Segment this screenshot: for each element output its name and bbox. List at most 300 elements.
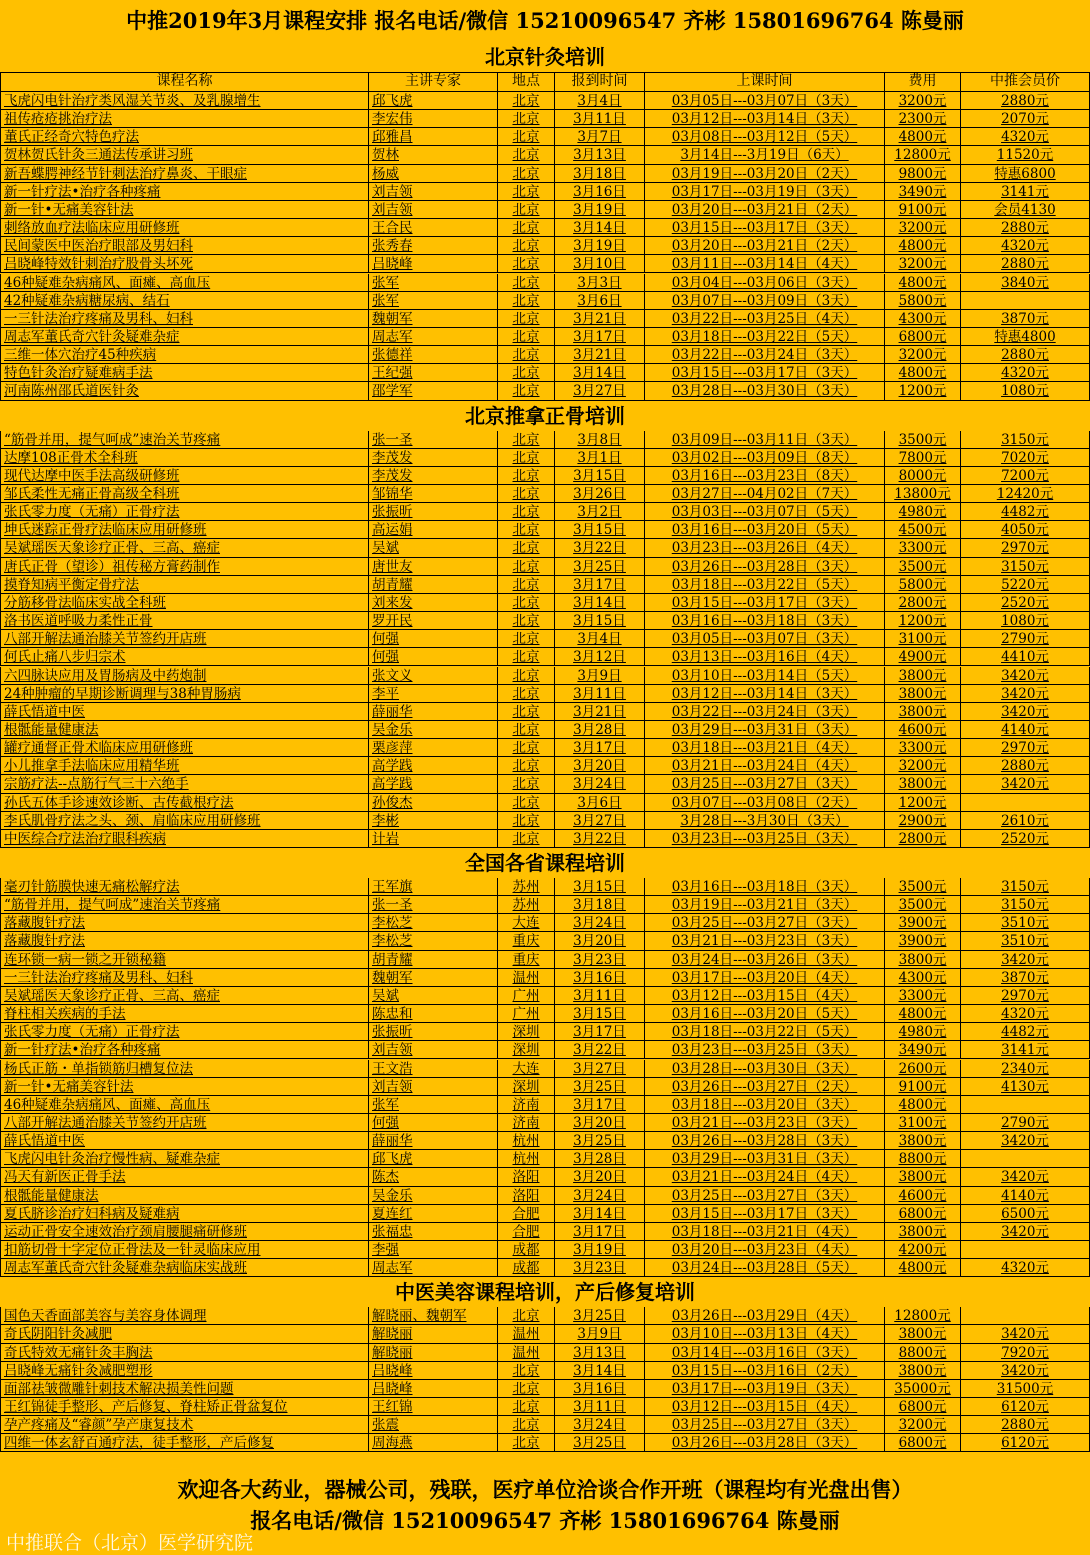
location: 北京	[498, 794, 555, 812]
fee: 4980元	[885, 503, 961, 521]
check-in-date: 3月21日	[555, 310, 645, 328]
lecturer: 张德祥	[369, 346, 498, 364]
class-dates: 03月23日---03月25日（3天）	[645, 1041, 885, 1059]
fee: 4300元	[885, 969, 961, 987]
fee: 6800元	[885, 1205, 961, 1223]
course-name: 张氏零力度（无痛）正骨疗法	[0, 1023, 369, 1041]
check-in-date: 3月20日	[555, 1168, 645, 1186]
fee: 8000元	[885, 467, 961, 485]
course-name: 一三针法治疗疼痛及男科、妇科	[0, 969, 369, 987]
lecturer: 张振昕	[369, 1023, 498, 1041]
fee: 6800元	[885, 1398, 961, 1416]
member-price: 3510元	[961, 932, 1090, 950]
course-name: 中医综合疗法治疗眼科疾病	[0, 830, 369, 848]
location: 北京	[498, 449, 555, 467]
fee: 3200元	[885, 92, 961, 110]
member-price: 7020元	[961, 449, 1090, 467]
course-name: 42种疑难杂病糖尿病、结石	[0, 292, 369, 310]
fee: 3800元	[885, 775, 961, 793]
fee: 6800元	[885, 328, 961, 346]
check-in-date: 3月25日	[555, 1434, 645, 1452]
member-price: 3150元	[961, 558, 1090, 576]
fee: 3300元	[885, 987, 961, 1005]
check-in-date: 3月14日	[555, 1362, 645, 1380]
table-row	[0, 703, 1090, 721]
course-name: 吴斌瑶医天象诊疗正骨、三高、癌症	[0, 987, 369, 1005]
check-in-date: 3月17日	[555, 576, 645, 594]
fee: 8800元	[885, 1344, 961, 1362]
location: 合肥	[498, 1223, 555, 1241]
class-dates: 03月15日---03月16日（2天）	[645, 1362, 885, 1380]
check-in-date: 3月13日	[555, 1344, 645, 1362]
lecturer: 解晓丽	[369, 1325, 498, 1343]
class-dates: 03月22日---03月24日（3天）	[645, 703, 885, 721]
fee: 3300元	[885, 739, 961, 757]
class-dates: 03月05日---03月07日（3天）	[645, 630, 885, 648]
lecturer: 张福忠	[369, 1223, 498, 1241]
table-row	[0, 1416, 1090, 1434]
table-row	[0, 685, 1090, 703]
member-price: 2340元	[961, 1060, 1090, 1078]
location: 温州	[498, 1344, 555, 1362]
course-name: 分筋移骨法临床实战全科班	[0, 594, 369, 612]
member-price: 3420元	[961, 1132, 1090, 1150]
lecturer: 魏朝军	[369, 310, 498, 328]
course-name: 罐疗通督正骨术临床应用研修班	[0, 739, 369, 757]
fee: 2800元	[885, 830, 961, 848]
lecturer: 刘吉领	[369, 183, 498, 201]
check-in-date: 3月28日	[555, 721, 645, 739]
class-dates: 3月14日---3月19日（6天）	[645, 146, 885, 164]
table-row	[0, 775, 1090, 793]
member-price: 4140元	[961, 1187, 1090, 1205]
location: 大连	[498, 914, 555, 932]
location: 杭州	[498, 1132, 555, 1150]
check-in-date: 3月9日	[555, 667, 645, 685]
table-row	[0, 1259, 1090, 1277]
course-name: 王红锦徒手整形、产后修复、脊柱矫正骨盆复位	[0, 1398, 369, 1416]
class-dates: 03月25日---03月27日（3天）	[645, 775, 885, 793]
table-row	[0, 128, 1090, 146]
member-price: 6120元	[961, 1398, 1090, 1416]
fee: 2300元	[885, 110, 961, 128]
table-row	[0, 721, 1090, 739]
check-in-date: 3月6日	[555, 292, 645, 310]
member-price: 2970元	[961, 539, 1090, 557]
lecturer: 夏连红	[369, 1205, 498, 1223]
table-row	[0, 1380, 1090, 1398]
lecturer: 胡青耀	[369, 951, 498, 969]
class-dates: 03月25日---03月27日（3天）	[645, 914, 885, 932]
fee: 3800元	[885, 685, 961, 703]
check-in-date: 3月19日	[555, 1241, 645, 1259]
course-name: 贺林贺氏针灸三通法传承讲习班	[0, 146, 369, 164]
member-price: 3510元	[961, 914, 1090, 932]
class-dates: 03月17日---03月19日（3天）	[645, 1380, 885, 1398]
lecturer: 吕晓峰	[369, 255, 498, 273]
location: 北京	[498, 165, 555, 183]
class-dates: 3月28日---3月30日（3天）	[645, 812, 885, 830]
member-price: 3150元	[961, 431, 1090, 449]
lecturer: 陈杰	[369, 1168, 498, 1186]
member-price: 5220元	[961, 576, 1090, 594]
course-name: 落藏腹针疗法	[0, 932, 369, 950]
table-row	[0, 739, 1090, 757]
location: 北京	[498, 558, 555, 576]
table-row	[0, 630, 1090, 648]
location: 北京	[498, 503, 555, 521]
lecturer: 张文义	[369, 667, 498, 685]
course-name: 奇氏特效无痛针灸丰胸法	[0, 1344, 369, 1362]
class-dates: 03月20日---03月21日（2天）	[645, 237, 885, 255]
course-name: 吕晓峰特效针刺治疗股骨头坏死	[0, 255, 369, 273]
class-dates: 03月23日---03月25日（3天）	[645, 830, 885, 848]
lecturer: 张秀春	[369, 237, 498, 255]
check-in-date: 3月10日	[555, 255, 645, 273]
class-dates: 03月07日---03月08日（2天）	[645, 794, 885, 812]
check-in-date: 3月20日	[555, 757, 645, 775]
member-price: 3150元	[961, 896, 1090, 914]
member-price: 4130元	[961, 1078, 1090, 1096]
table-row	[0, 667, 1090, 685]
lecturer: 邱飞虎	[369, 1150, 498, 1168]
location: 北京	[498, 1398, 555, 1416]
class-dates: 03月28日---03月30日（3天）	[645, 382, 885, 400]
class-dates: 03月16日---03月20日（5天）	[645, 1005, 885, 1023]
class-dates: 03月24日---03月26日（3天）	[645, 951, 885, 969]
course-name: 三维一体穴治疗45种疾病	[0, 346, 369, 364]
table-row	[0, 503, 1090, 521]
member-price: 3141元	[961, 1041, 1090, 1059]
fee: 4600元	[885, 721, 961, 739]
class-dates: 03月10日---03月13日（4天）	[645, 1325, 885, 1343]
check-in-date: 3月28日	[555, 1150, 645, 1168]
class-dates: 03月07日---03月09日（3天）	[645, 292, 885, 310]
table-row	[0, 1005, 1090, 1023]
class-dates: 03月21日---03月24日（4天）	[645, 757, 885, 775]
course-name: 落藏腹针疗法	[0, 914, 369, 932]
table-row	[0, 594, 1090, 612]
member-price: 4410元	[961, 648, 1090, 666]
lecturer: 刘吉领	[369, 1041, 498, 1059]
check-in-date: 3月20日	[555, 932, 645, 950]
class-dates: 03月25日---03月27日（3天）	[645, 1187, 885, 1205]
course-name: 国色天香面部美容与美容身体调理	[0, 1307, 369, 1325]
table-row	[0, 830, 1090, 848]
class-dates: 03月23日---03月26日（4天）	[645, 539, 885, 557]
lecturer: 邱雅昌	[369, 128, 498, 146]
check-in-date: 3月25日	[555, 1078, 645, 1096]
table-row	[0, 1023, 1090, 1041]
table-row	[0, 896, 1090, 914]
table-row	[0, 1241, 1090, 1259]
location: 北京	[498, 183, 555, 201]
location: 成都	[498, 1259, 555, 1277]
class-dates: 03月20日---03月23日（4天）	[645, 1241, 885, 1259]
location: 洛阳	[498, 1168, 555, 1186]
table-row	[0, 951, 1090, 969]
location: 北京	[498, 703, 555, 721]
course-name: 八部开解法通治膝关节签约开店班	[0, 1114, 369, 1132]
member-price: 3420元	[961, 685, 1090, 703]
member-price: 3420元	[961, 951, 1090, 969]
fee: 4200元	[885, 1241, 961, 1259]
lecturer: 薛丽华	[369, 703, 498, 721]
class-dates: 03月20日---03月21日（2天）	[645, 201, 885, 219]
member-price: 会员4130	[961, 201, 1090, 219]
class-dates: 03月18日---03月22日（5天）	[645, 1023, 885, 1041]
lecturer: 何强	[369, 648, 498, 666]
fee: 3500元	[885, 558, 961, 576]
check-in-date: 3月6日	[555, 794, 645, 812]
fee: 4800元	[885, 1096, 961, 1114]
location: 北京	[498, 521, 555, 539]
member-price: 7920元	[961, 1344, 1090, 1362]
class-dates: 03月29日---03月31日（3天）	[645, 721, 885, 739]
table-row	[0, 878, 1090, 896]
class-dates: 03月29日---03月31日（3天）	[645, 1150, 885, 1168]
table-header-row	[0, 72, 1090, 92]
class-dates: 03月17日---03月19日（3天）	[645, 183, 885, 201]
fee: 12800元	[885, 1307, 961, 1325]
check-in-date: 3月19日	[555, 201, 645, 219]
fee: 3800元	[885, 667, 961, 685]
check-in-date: 3月13日	[555, 146, 645, 164]
class-dates: 03月14日---03月16日（3天）	[645, 1344, 885, 1362]
fee: 4800元	[885, 1259, 961, 1277]
location: 北京	[498, 830, 555, 848]
fee: 3800元	[885, 951, 961, 969]
table-row	[0, 1078, 1090, 1096]
member-price: 3420元	[961, 1362, 1090, 1380]
check-in-date: 3月17日	[555, 1223, 645, 1241]
course-name: 洛书医道呼吸力柔性正骨	[0, 612, 369, 630]
table-row	[0, 201, 1090, 219]
member-price: 7200元	[961, 467, 1090, 485]
fee: 3200元	[885, 1416, 961, 1434]
header-lecturer: 主讲专家	[369, 72, 498, 92]
lecturer: 周志军	[369, 1259, 498, 1277]
fee: 3500元	[885, 896, 961, 914]
fee: 3800元	[885, 1168, 961, 1186]
course-name: 扣筋切骨十字定位正骨法及一针灵临床应用	[0, 1241, 369, 1259]
class-dates: 03月13日---03月16日（4天）	[645, 648, 885, 666]
lecturer: 吕晓峰	[369, 1362, 498, 1380]
course-name: “筋骨并用，提气呵成”速治关节疼痛	[0, 896, 369, 914]
location: 广州	[498, 987, 555, 1005]
check-in-date: 3月23日	[555, 951, 645, 969]
fee: 3200元	[885, 346, 961, 364]
lecturer: 陈忠和	[369, 1005, 498, 1023]
cooperation-note: 欢迎各大药业，器械公司，残联，医疗单位洽谈合作开班（课程均有光盘出售）	[177, 1477, 913, 1502]
table-row	[0, 219, 1090, 237]
member-price: 4320元	[961, 364, 1090, 382]
class-dates: 03月18日---03月22日（5天）	[645, 328, 885, 346]
member-price: 2070元	[961, 110, 1090, 128]
course-name: 张氏零力度（无痛）正骨疗法	[0, 503, 369, 521]
lecturer: 李茂发	[369, 467, 498, 485]
lecturer: 何强	[369, 630, 498, 648]
location: 广州	[498, 1005, 555, 1023]
lecturer: 罗开民	[369, 612, 498, 630]
member-price: 4320元	[961, 1005, 1090, 1023]
fee: 2900元	[885, 812, 961, 830]
table-row	[0, 146, 1090, 164]
fee: 3200元	[885, 219, 961, 237]
member-price: 6120元	[961, 1434, 1090, 1452]
location: 深圳	[498, 1041, 555, 1059]
member-price	[961, 1096, 1090, 1114]
fee: 3800元	[885, 1325, 961, 1343]
lecturer: 高学践	[369, 775, 498, 793]
table-row	[0, 310, 1090, 328]
check-in-date: 3月7日	[555, 128, 645, 146]
check-in-date: 3月14日	[555, 364, 645, 382]
fee: 8800元	[885, 1150, 961, 1168]
class-dates: 03月26日---03月28日（3天）	[645, 1132, 885, 1150]
fee: 4980元	[885, 1023, 961, 1041]
class-dates: 03月11日---03月14日（4天）	[645, 255, 885, 273]
lecturer: 杨威	[369, 165, 498, 183]
watermark-text: 中推联合（北京）医学研究院	[6, 1532, 254, 1554]
lecturer: 贺林	[369, 146, 498, 164]
member-price: 特惠4800	[961, 328, 1090, 346]
fee: 4500元	[885, 521, 961, 539]
check-in-date: 3月19日	[555, 237, 645, 255]
header-location: 地点	[498, 72, 555, 92]
location: 北京	[498, 757, 555, 775]
location: 成都	[498, 1241, 555, 1259]
check-in-date: 3月1日	[555, 449, 645, 467]
course-name: 冯天有新医正骨手法	[0, 1168, 369, 1186]
class-dates: 03月16日---03月23日（8天）	[645, 467, 885, 485]
location: 北京	[498, 1307, 555, 1325]
fee: 3300元	[885, 539, 961, 557]
lecturer: 王军旗	[369, 878, 498, 896]
table-row	[0, 274, 1090, 292]
course-name: 李氏肌骨疗法之头、颈、肩临床应用研修班	[0, 812, 369, 830]
lecturer: 吴金乐	[369, 721, 498, 739]
fee: 4800元	[885, 128, 961, 146]
member-price: 3150元	[961, 878, 1090, 896]
location: 北京	[498, 1416, 555, 1434]
location: 北京	[498, 382, 555, 400]
lecturer: 张军	[369, 274, 498, 292]
course-name: 小儿推拿手法临床应用精华班	[0, 757, 369, 775]
location: 北京	[498, 812, 555, 830]
class-dates: 03月21日---03月23日（3天）	[645, 1114, 885, 1132]
course-name: 刺络放血疗法临床应用研修班	[0, 219, 369, 237]
course-name: 唐氏正骨（望诊）祖传秘方膏药制作	[0, 558, 369, 576]
member-price: 4140元	[961, 721, 1090, 739]
lecturer: 胡青耀	[369, 576, 498, 594]
lecturer: 吴斌	[369, 539, 498, 557]
location: 洛阳	[498, 1187, 555, 1205]
course-name: 24种肿瘤的早期诊断调理与38种胃肠病	[0, 685, 369, 703]
location: 重庆	[498, 951, 555, 969]
member-price: 6500元	[961, 1205, 1090, 1223]
check-in-date: 3月23日	[555, 1259, 645, 1277]
course-name: 何氏止痛八步归宗术	[0, 648, 369, 666]
location: 温州	[498, 1325, 555, 1343]
fee: 4800元	[885, 1005, 961, 1023]
location: 北京	[498, 219, 555, 237]
section-title: 中医美容课程培训，产后修复培训	[395, 1280, 695, 1305]
table-row	[0, 558, 1090, 576]
table-row	[0, 1434, 1090, 1452]
location: 北京	[498, 110, 555, 128]
location: 深圳	[498, 1078, 555, 1096]
fee: 4900元	[885, 648, 961, 666]
page-title: 中推2019年3月课程安排 报名电话/微信 15210096547 齐彬 15801696764 陈曼丽	[126, 8, 964, 33]
location: 杭州	[498, 1150, 555, 1168]
member-price: 2970元	[961, 987, 1090, 1005]
course-name: 新吾蝶腭神经节针刺法治疗鼻炎、干眼症	[0, 165, 369, 183]
member-price	[961, 1307, 1090, 1325]
check-in-date: 3月3日	[555, 274, 645, 292]
class-dates: 03月09日---03月11日（3天）	[645, 431, 885, 449]
table-row	[0, 794, 1090, 812]
location: 苏州	[498, 878, 555, 896]
header-class-dates: 上课时间	[645, 72, 885, 92]
course-name: 46种疑难杂病痛风、面瘫、高血压	[0, 1096, 369, 1114]
course-name: 奇氏阴阳针灸减肥	[0, 1325, 369, 1343]
course-name: 董氏正经奇穴特色疗法	[0, 128, 369, 146]
location: 北京	[498, 128, 555, 146]
member-price: 3420元	[961, 1223, 1090, 1241]
location: 北京	[498, 292, 555, 310]
member-price: 2520元	[961, 830, 1090, 848]
location: 北京	[498, 431, 555, 449]
course-name: 新一针•无痛美容针法	[0, 201, 369, 219]
fee: 3490元	[885, 1041, 961, 1059]
table-row	[0, 1223, 1090, 1241]
fee: 3500元	[885, 431, 961, 449]
class-dates: 03月15日---03月17日（3天）	[645, 219, 885, 237]
course-name: 孙氏五体手诊速效诊断、古传截根疗法	[0, 794, 369, 812]
table-row	[0, 1150, 1090, 1168]
member-price: 3870元	[961, 310, 1090, 328]
member-price: 4482元	[961, 1023, 1090, 1041]
lecturer: 王合民	[369, 219, 498, 237]
class-dates: 03月26日---03月28日（3天）	[645, 558, 885, 576]
class-dates: 03月27日---04月02日（7天）	[645, 485, 885, 503]
location: 北京	[498, 274, 555, 292]
class-dates: 03月12日---03月14日（3天）	[645, 685, 885, 703]
course-name: 坤氏迷踪正骨疗法临床应用研修班	[0, 521, 369, 539]
member-price: 3420元	[961, 1168, 1090, 1186]
check-in-date: 3月21日	[555, 703, 645, 721]
class-dates: 03月16日---03月18日（3天）	[645, 878, 885, 896]
table-row	[0, 346, 1090, 364]
class-dates: 03月26日---03月29日（4天）	[645, 1307, 885, 1325]
member-price: 4320元	[961, 237, 1090, 255]
lecturer: 李松芝	[369, 932, 498, 950]
check-in-date: 3月4日	[555, 630, 645, 648]
location: 深圳	[498, 1023, 555, 1041]
course-name: 吕晓峰无痛针灸减肥塑形	[0, 1362, 369, 1380]
course-name: “筋骨并用，提气呵成”速治关节疼痛	[0, 431, 369, 449]
member-price: 2880元	[961, 255, 1090, 273]
member-price: 2880元	[961, 346, 1090, 364]
fee: 35000元	[885, 1380, 961, 1398]
check-in-date: 3月11日	[555, 1398, 645, 1416]
location: 北京	[498, 594, 555, 612]
lecturer: 张军	[369, 1096, 498, 1114]
check-in-date: 3月15日	[555, 1005, 645, 1023]
location: 合肥	[498, 1205, 555, 1223]
lecturer: 薛丽华	[369, 1132, 498, 1150]
